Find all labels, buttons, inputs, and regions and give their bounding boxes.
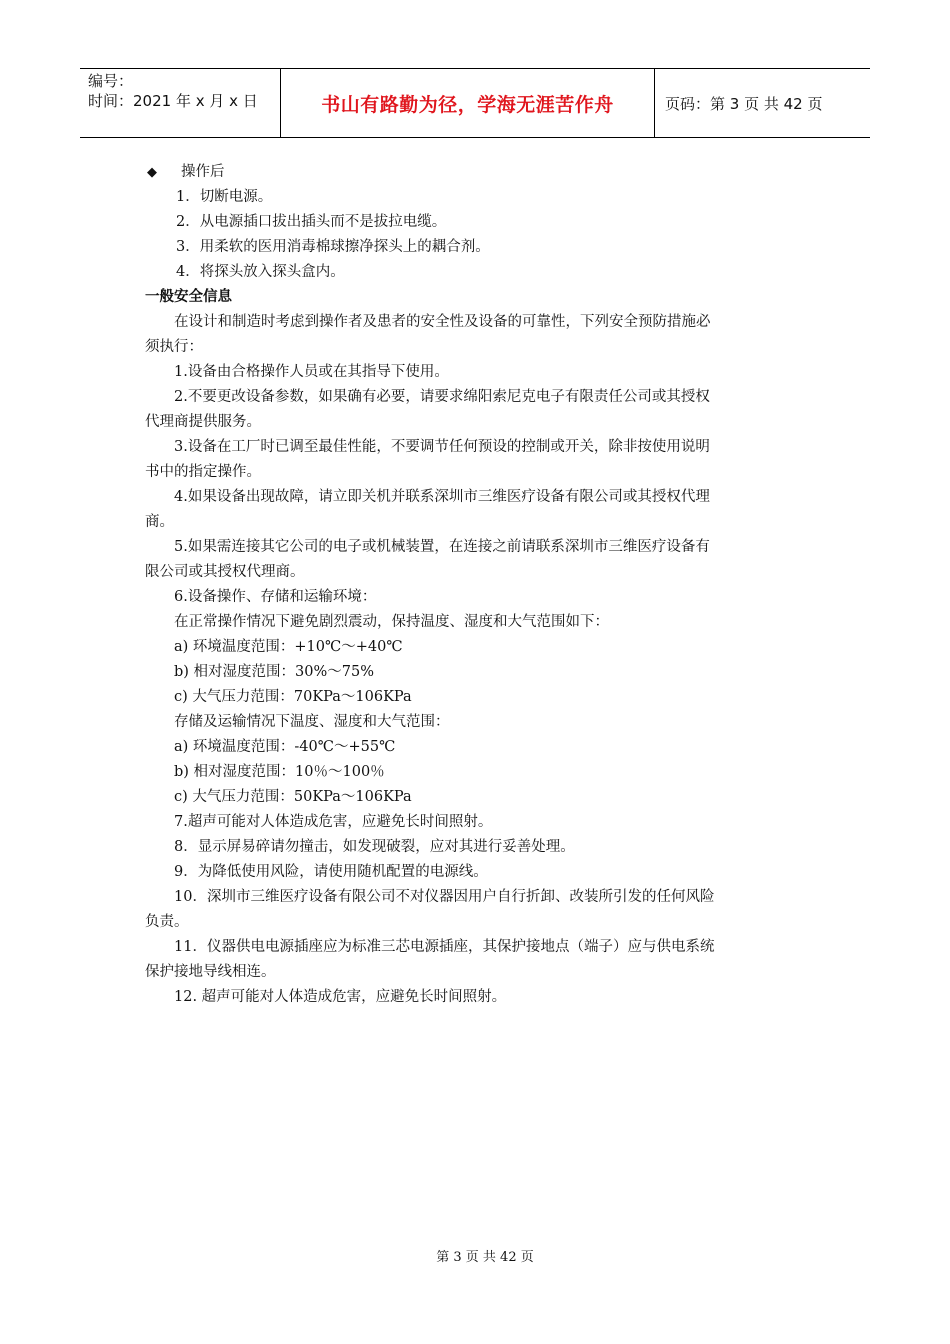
header-page-label: 页码：第 3 页 共 42 页 bbox=[665, 94, 823, 113]
storage-pressure-range: c) 大气压力范围：50KPa～106KPa bbox=[174, 789, 412, 805]
safety-intro-line-2: 须执行： bbox=[145, 339, 203, 355]
step-4: 4．将探头放入探头盒内。 bbox=[176, 264, 345, 280]
safety-item-5-line-1: 5.如果需连接其它公司的电子或机械装置，在连接之前请联系深圳市三维医疗设备有 bbox=[174, 539, 710, 555]
diamond-bullet-icon: ◆ bbox=[147, 165, 157, 180]
safety-item-11-line-2: 保护接地导线相连。 bbox=[145, 964, 276, 980]
safety-item-8: 8．显示屏易碎请勿撞击，如发现破裂，应对其进行妥善处理。 bbox=[174, 839, 575, 855]
document-date-label: 时间：2021 年 x 月 x 日 bbox=[88, 92, 258, 110]
safety-item-4-line-2: 商。 bbox=[145, 514, 174, 530]
safety-item-10-line-1: 10．深圳市三维医疗设备有限公司不对仪器因用户自行折卸、改装所引发的任何风险 bbox=[174, 889, 715, 905]
step-3: 3．用柔软的医用消毒棉球擦净探头上的耦合剂。 bbox=[176, 239, 490, 255]
normal-pressure-range: c) 大气压力范围：70KPa～106KPa bbox=[174, 689, 412, 705]
header-motto: 书山有路勤为径，学海无涯苦作舟 bbox=[281, 69, 655, 137]
normal-temperature-range: a) 环境温度范围：+10℃～+40℃ bbox=[174, 639, 403, 655]
safety-section-title: 一般安全信息 bbox=[145, 289, 232, 305]
document-body bbox=[145, 160, 810, 1010]
storage-humidity-range: b) 相对湿度范围：10％～100％ bbox=[174, 764, 385, 780]
storage-temperature-range: a) 环境温度范围：-40℃～+55℃ bbox=[174, 739, 396, 755]
header-meta bbox=[80, 69, 281, 137]
after-operation-heading bbox=[145, 160, 810, 185]
page-footer: 第 3 页 共 42 页 bbox=[436, 1250, 534, 1265]
safety-item-9: 9．为降低使用风险，请使用随机配置的电源线。 bbox=[174, 864, 488, 880]
safety-intro-line-1: 在设计和制造时考虑到操作者及患者的安全性及设备的可靠性，下列安全预防措施必 bbox=[174, 314, 711, 330]
after-operation-title: 操作后 bbox=[181, 164, 225, 180]
storage-intro: 存储及运输情况下温度、湿度和大气范围： bbox=[174, 714, 450, 730]
safety-item-6: 6.设备操作、存储和运输环境： bbox=[174, 589, 377, 605]
step-2: 2．从电源插口拔出插头而不是拔拉电缆。 bbox=[176, 214, 447, 230]
normal-humidity-range: b) 相对湿度范围：30%～75% bbox=[174, 664, 375, 680]
safety-item-7: 7.超声可能对人体造成危害，应避免长时间照射。 bbox=[174, 814, 493, 830]
normal-operation-intro: 在正常操作情况下避免剧烈震动，保持温度、湿度和大气范围如下： bbox=[174, 614, 609, 630]
safety-item-2-line-2: 代理商提供服务。 bbox=[145, 414, 261, 430]
safety-item-2-line-1: 2.不要更改设备参数，如果确有必要，请要求绵阳索尼克电子有限责任公司或其授权 bbox=[174, 389, 710, 405]
safety-item-4-line-1: 4.如果设备出现故障，请立即关机并联系深圳市三维医疗设备有限公司或其授权代理 bbox=[174, 489, 710, 505]
safety-item-12: 12. 超声可能对人体造成危害，应避免长时间照射。 bbox=[174, 989, 507, 1005]
document-number-label: 编号： bbox=[88, 72, 134, 90]
safety-item-5-line-2: 限公司或其授权代理商。 bbox=[145, 564, 305, 580]
safety-item-3-line-2: 书中的指定操作。 bbox=[145, 464, 261, 480]
safety-item-3-line-1: 3.设备在工厂时已调至最佳性能，不要调节任何预设的控制或开关，除非按使用说明 bbox=[174, 439, 710, 455]
step-1: 1．切断电源。 bbox=[176, 189, 273, 205]
safety-item-10-line-2: 负责。 bbox=[145, 914, 189, 930]
safety-item-11-line-1: 11．仪器供电电源插座应为标准三芯电源插座，其保护接地点（端子）应与供电系统 bbox=[174, 939, 715, 955]
safety-item-1: 1.设备由合格操作人员或在其指导下使用。 bbox=[174, 364, 449, 380]
page-header bbox=[80, 68, 870, 138]
